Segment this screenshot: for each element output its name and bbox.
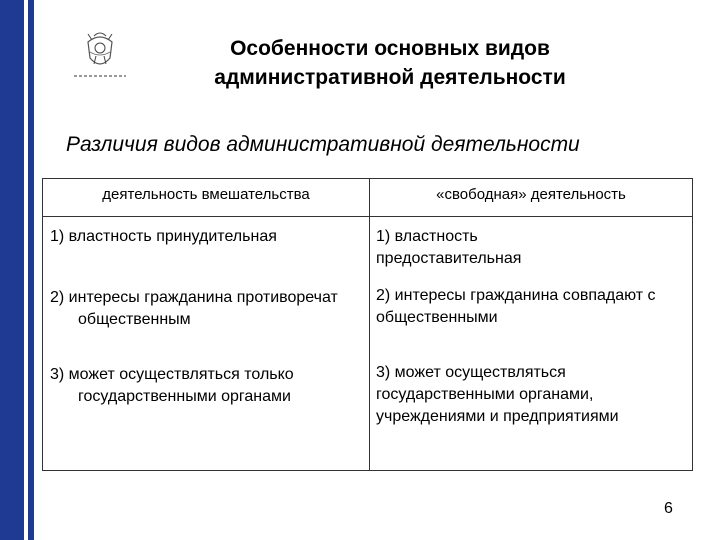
title-line-2: административной деятельности bbox=[214, 66, 566, 89]
left-accent-stripe bbox=[0, 0, 24, 540]
right-item-2: 2) интересы гражданина совпадают с общественными bbox=[376, 287, 656, 326]
header-intervention: деятельность вмешательства bbox=[102, 186, 310, 203]
comparison-table bbox=[42, 178, 693, 471]
left-item-1: 1) властность принудительная bbox=[50, 228, 277, 245]
left-item-2: 2) интересы гражданина противоречат общественным bbox=[50, 289, 338, 328]
right-item-3: 3) может осуществляться государственными органами, учреждениями и предприятиями bbox=[376, 364, 619, 425]
header-free-activity: «свободная» деятельность bbox=[436, 186, 626, 203]
page-number: 6 bbox=[664, 500, 673, 517]
left-accent-thin-stripe bbox=[28, 0, 34, 540]
title-line-1: Особенности основных видов bbox=[230, 37, 550, 60]
slide-title bbox=[140, 34, 640, 92]
coat-of-arms-icon bbox=[72, 28, 128, 82]
left-item-3: 3) может осуществляться только государственными органами bbox=[50, 366, 294, 405]
header-divider bbox=[43, 216, 692, 217]
right-item-1: 1) властность предоставительная bbox=[376, 228, 522, 267]
slide-subtitle: Различия видов административной деятельности bbox=[66, 133, 580, 156]
